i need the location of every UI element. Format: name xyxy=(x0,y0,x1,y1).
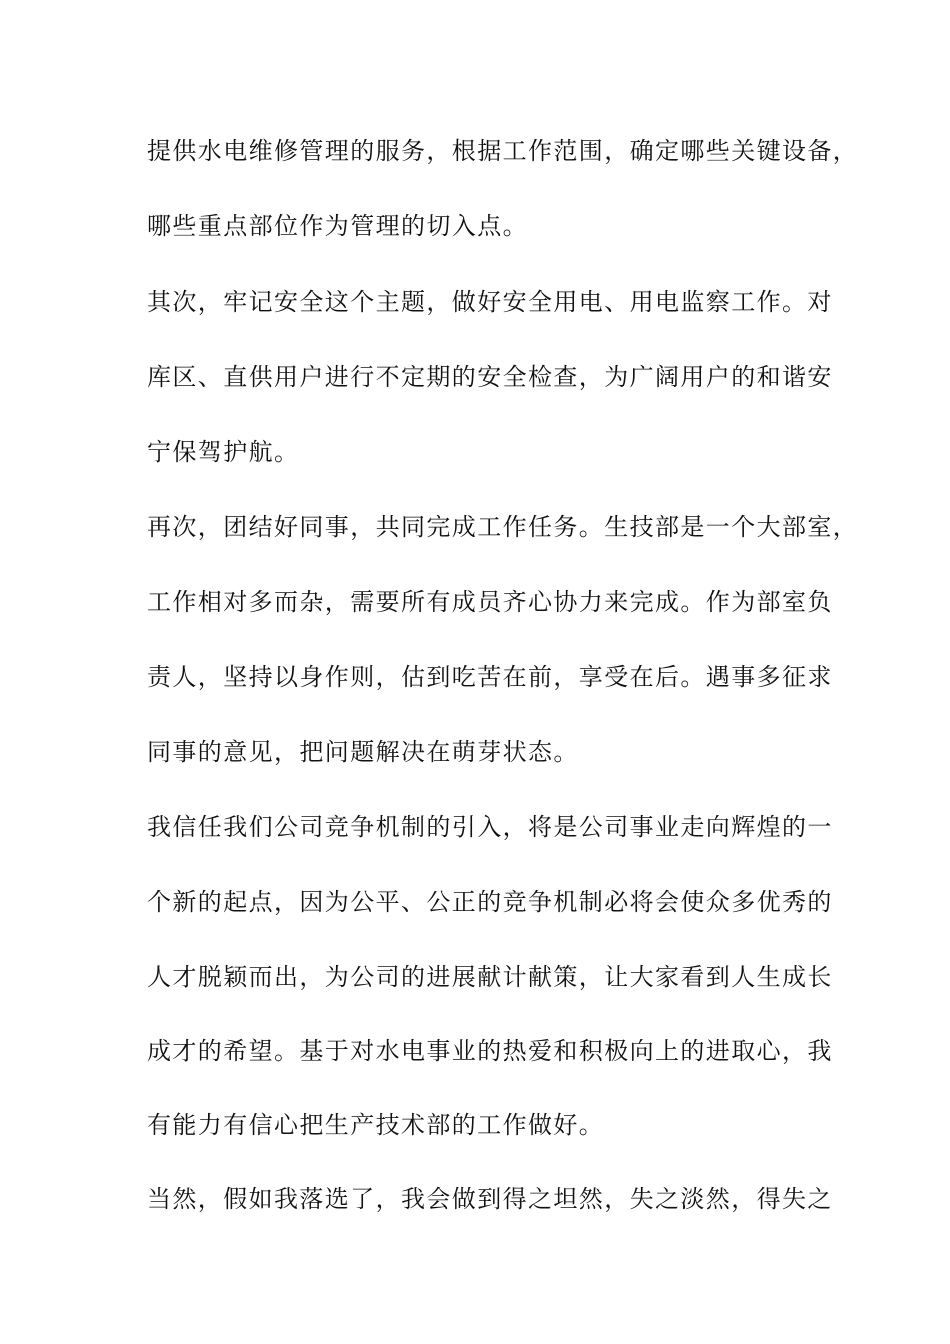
text-line-12: 人才脱颖而出，为公司的进展献计献策，让大家看到人生成长 xyxy=(147,963,833,991)
text-line-11: 个新的起点，因为公平、公正的竞争机制必将会使众多优秀的 xyxy=(147,888,833,916)
text-line-5: 宁保驾护航。 xyxy=(147,438,300,466)
text-line-14: 有能力有信心把生产技术部的工作做好。 xyxy=(147,1111,605,1139)
text-line-2: 哪些重点部位作为管理的切入点。 xyxy=(147,212,528,240)
text-line-8: 责人，坚持以身作则，估到吃苦在前，享受在后。遇事多征求 xyxy=(147,663,833,691)
text-line-9: 同事的意见，把问题解决在萌芽状态。 xyxy=(147,738,579,766)
text-line-15: 当然，假如我落选了，我会做到得之坦然，失之淡然，得失之 xyxy=(147,1185,833,1213)
text-line-6: 再次，团结好同事，共同完成工作任务。生技部是一个大部室， xyxy=(147,513,859,541)
text-line-3: 其次，牢记安全这个主题，做好安全用电、用电监察工作。对 xyxy=(147,288,833,316)
text-line-7: 工作相对多而杂，需要所有成员齐心协力来完成。作为部室负 xyxy=(147,588,833,616)
text-line-4: 库区、直供用户进行不定期的安全检查，为广阔用户的和谐安 xyxy=(147,363,833,391)
text-line-10: 我信任我们公司竞争机制的引入，将是公司事业走向辉煌的一 xyxy=(147,813,833,841)
text-line-13: 成才的希望。基于对水电事业的热爱和积极向上的进取心，我 xyxy=(147,1037,833,1065)
text-line-1: 提供水电维修管理的服务，根据工作范围，确定哪些关键设备， xyxy=(147,137,859,165)
